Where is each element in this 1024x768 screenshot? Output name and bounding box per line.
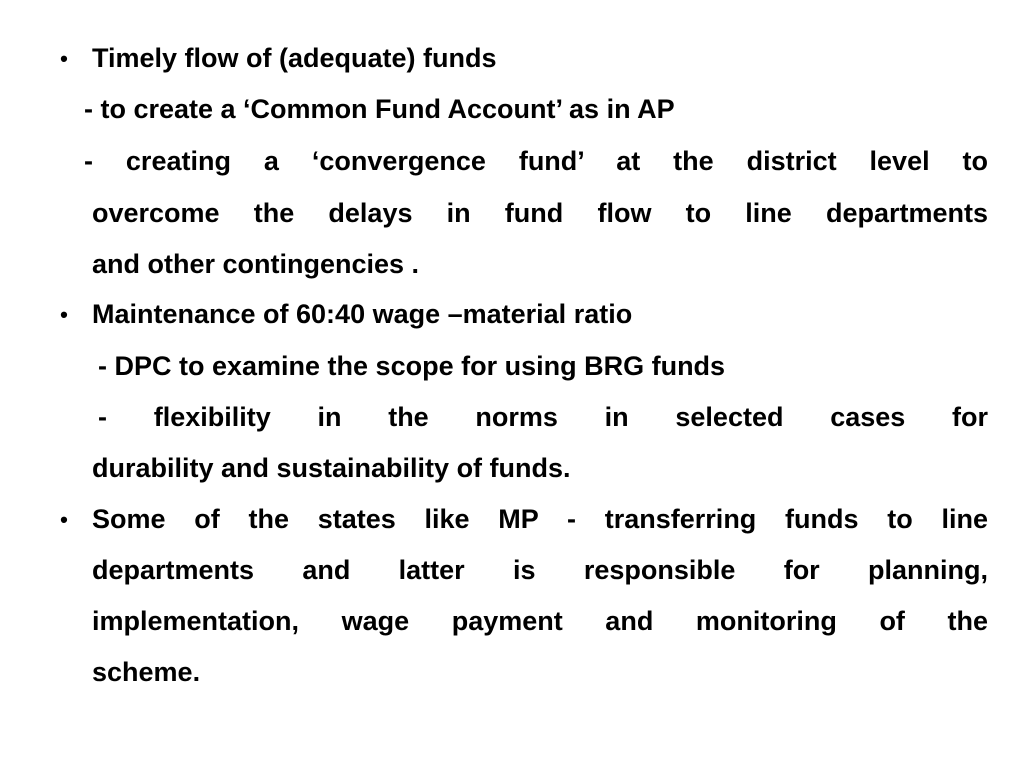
bullet-heading-timely-flow: Timely flow of (adequate) funds — [92, 43, 497, 73]
sub-point-dpc-brg: - DPC to examine the scope for using BRG funds — [98, 351, 726, 381]
sub-point-common-fund: - to create a ‘Common Fund Account’ as in AP — [84, 94, 675, 124]
bullet-marker: • — [60, 302, 68, 327]
bullet-heading-states-like-mp: Some of the states like MP - transferring funds to line — [92, 504, 988, 534]
continuation-line: overcome the delays in fund flow to line departments — [92, 198, 988, 228]
continuation-line: departments and latter is responsible for planning, — [92, 555, 988, 585]
continuation-line: durability and sustainability of funds. — [92, 453, 571, 483]
bullet-marker: • — [60, 46, 68, 71]
continuation-line: scheme. — [92, 657, 201, 687]
continuation-line: and other contingencies . — [92, 249, 420, 279]
bullet-marker: • — [60, 507, 68, 532]
continuation-line: implementation, wage payment and monitoring of the — [92, 606, 988, 636]
sub-point-flexibility: - flexibility in the norms in selected cases for — [98, 402, 988, 432]
bullet-heading-wage-material-ratio: Maintenance of 60:40 wage –material ratio — [92, 299, 633, 329]
sub-point-convergence-fund: - creating a ‘convergence fund’ at the district level to — [84, 146, 988, 176]
